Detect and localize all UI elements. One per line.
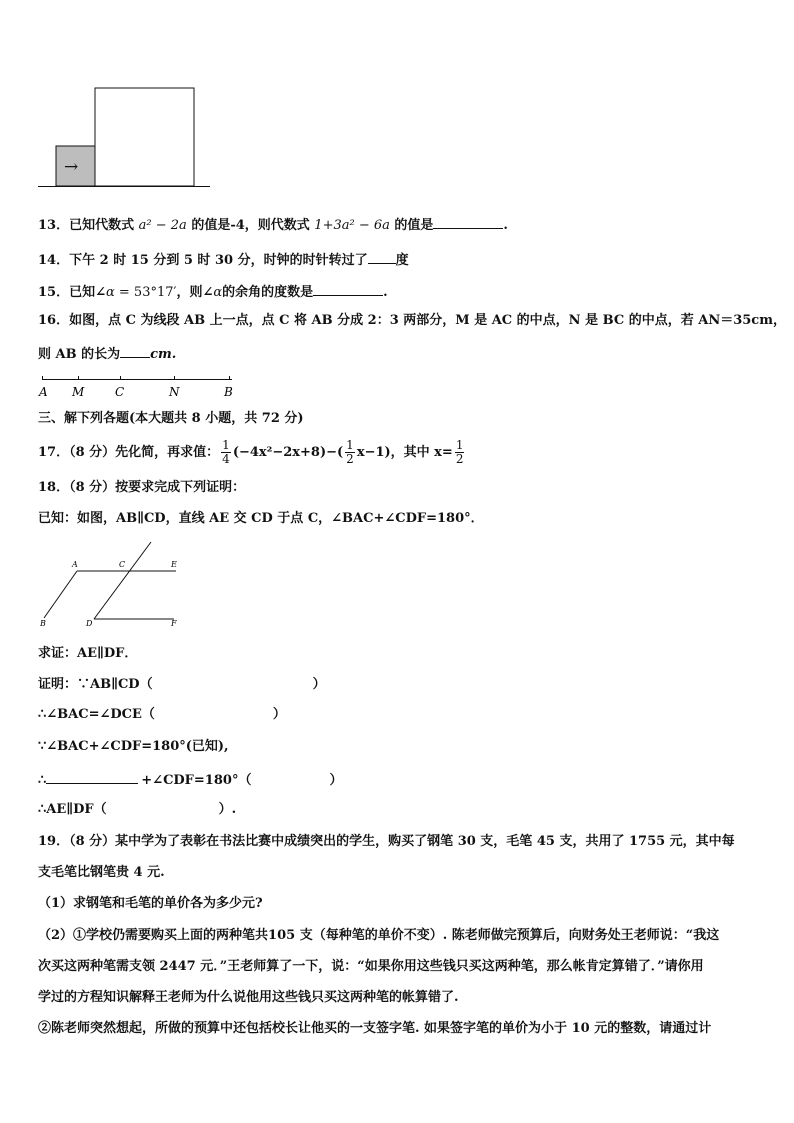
q15-end: . — [383, 285, 388, 300]
segment-figure — [36, 372, 236, 400]
q13-number: 13． — [38, 218, 70, 233]
q18-step-5-text: ∴AE∥DF（ — [38, 802, 107, 817]
fig-label-b: B — [40, 619, 46, 628]
q19-part-2-text-1: （2）①学校仍需要购买上面的两种笔共105 支（每种笔的单价不变）. 陈老师做完预算后，向财务处王老师说：“我这 — [38, 928, 720, 943]
fig-label-e: E — [171, 560, 177, 569]
question-17 — [38, 438, 466, 468]
q18-step-3 — [38, 738, 229, 756]
q13-text-1: 已知代数式 — [69, 218, 135, 233]
label-c: C — [115, 385, 125, 399]
q18-step-2 — [38, 706, 286, 724]
q19-part-2-line-1 — [38, 927, 719, 945]
q18-step-4-text: +∠CDF=180°（ — [141, 773, 252, 788]
label-n: N — [169, 385, 180, 399]
q18-step-3-text: ∵∠BAC+∠CDF=180°(已知), — [38, 739, 229, 754]
q14-end: 度 — [395, 253, 409, 268]
label-m: M — [72, 385, 85, 399]
q13-end: . — [503, 218, 508, 233]
q18-prove — [38, 645, 137, 663]
q17-text-1: 17．（8 分）先化简，再求值： — [38, 445, 220, 460]
q16-answer-blank[interactable] — [120, 343, 150, 358]
question-16-line-2 — [38, 343, 176, 364]
q19-part-1-text: （1）求钢笔和毛笔的单价各为多少元? — [38, 896, 263, 911]
q19-line-1 — [38, 833, 735, 851]
section-3-title: 三、解下列各题(本大题共 8 小题，共 72 分) — [38, 411, 304, 426]
q18-step-1-text: 证明：∵AB∥CD（ — [38, 677, 153, 692]
parallel-lines-figure — [36, 540, 186, 630]
q14-text: 14．下午 2 时 15 分到 5 时 30 分，时钟的时针转过了 — [38, 253, 368, 268]
q19-line-2 — [38, 864, 165, 882]
q19-part-3-text: ②陈老师突然想起，所做的预算中还包括校长让他买的一支签字笔. 如果签字笔的单价为小于 10 元的整数，请通过计 — [38, 1021, 712, 1036]
q19-part-3 — [38, 1020, 711, 1038]
q15-text-1: 15．已知∠ — [38, 285, 106, 300]
question-14 — [38, 249, 409, 270]
q13-expression-2: 1+3a² − 6a — [314, 218, 390, 233]
q15-alpha: α — [105, 285, 115, 300]
fraction-x-value: $\frac{1}{2}$ — [455, 438, 464, 466]
question-18-given — [38, 510, 484, 528]
q18-step-4-prefix: ∴ — [38, 773, 47, 788]
fig-label-a: A — [72, 560, 78, 569]
fig-label-d: D — [86, 619, 93, 628]
q18-title: 18．（8 分）按要求完成下列证明： — [38, 480, 246, 495]
label-b: B — [224, 385, 233, 399]
q13-answer-blank[interactable] — [433, 214, 503, 229]
question-16-line-1 — [38, 312, 786, 330]
q18-step-2-close: ） — [272, 707, 286, 722]
q16-text-1: 16．如图，点 C 为线段 AB 上一点，点 C 将 AB 分成 2：3 两部分，M 是 AC 的中点，N 是 BC 的中点，若 AN＝35cm， — [38, 313, 786, 328]
label-a: A — [39, 385, 48, 399]
q18-given: 已知：如图，AB∥CD，直线 AE 交 CD 于点 C，∠BAC+∠CDF=180°． — [38, 511, 484, 526]
q18-step-4-blank[interactable] — [46, 769, 138, 784]
section-heading — [38, 410, 304, 428]
q19-part-2-text-3: 学过的方程知识解释王老师为什么说他用这些钱只买这两种笔的帐算错了. — [38, 990, 459, 1005]
q19-part-2-text-2: 次买这两种笔需支领 2447 元．”王老师算了一下，说：“如果你用这些钱只买这两种笔，那么帐肯定算错了．”请你用 — [38, 959, 704, 974]
q18-step-5 — [38, 801, 236, 819]
q15-text-2: ，则∠ — [176, 285, 214, 300]
q19-part-1 — [38, 895, 263, 913]
q17-text-2: (−4x²−2x+8)−( — [232, 445, 344, 460]
q19-line-1-text: 19．（8 分）某中学为了表彰在书法比赛中成绩突出的学生，购买了钢笔 30 支，毛笔 45 支，共用了 1755 元，其中每 — [38, 834, 735, 849]
q16-text-2: 则 AB 的长为 — [38, 347, 121, 362]
q13-text-3: 的值是 — [394, 218, 434, 233]
q16-unit: cm. — [150, 347, 177, 362]
arrow-icon: → — [64, 157, 79, 177]
fraction-one-quarter: $\frac{1}{4}$ — [222, 438, 230, 466]
q19-part-2-line-3 — [38, 989, 459, 1007]
question-18-title — [38, 479, 245, 497]
q15-alpha-2: α — [213, 285, 223, 300]
fig-label-c: C — [119, 560, 126, 569]
q15-text-3: 的余角的度数是 — [222, 285, 314, 300]
q19-part-2-line-2 — [38, 958, 704, 976]
squares-figure — [36, 86, 212, 190]
q18-step-5-close: ）. — [218, 802, 237, 817]
question-15 — [38, 281, 388, 302]
fraction-one-half: $\frac{1}{2}$ — [346, 438, 354, 466]
question-13 — [38, 214, 508, 235]
q15-value: = 53°17′ — [114, 285, 177, 300]
q18-step-1-close: ） — [312, 677, 326, 692]
q18-prove-text: 求证：AE∥DF． — [38, 646, 138, 661]
fig-label-f: F — [171, 619, 177, 628]
q15-answer-blank[interactable] — [313, 281, 383, 296]
q13-text-2: 的值是-4，则代数式 — [191, 218, 310, 233]
q18-step-1 — [38, 676, 326, 694]
q18-step-2-text: ∴∠BAC=∠DCE（ — [38, 707, 155, 722]
q18-step-4-close: ） — [329, 773, 343, 788]
q13-expression-1: a² − 2a — [138, 218, 187, 233]
q19-line-2-text: 支毛笔比钢笔贵 4 元. — [38, 865, 165, 880]
q18-step-4 — [38, 769, 342, 790]
q17-text-3: x−1)，其中 x= — [356, 445, 453, 460]
q14-answer-blank[interactable] — [368, 249, 396, 264]
